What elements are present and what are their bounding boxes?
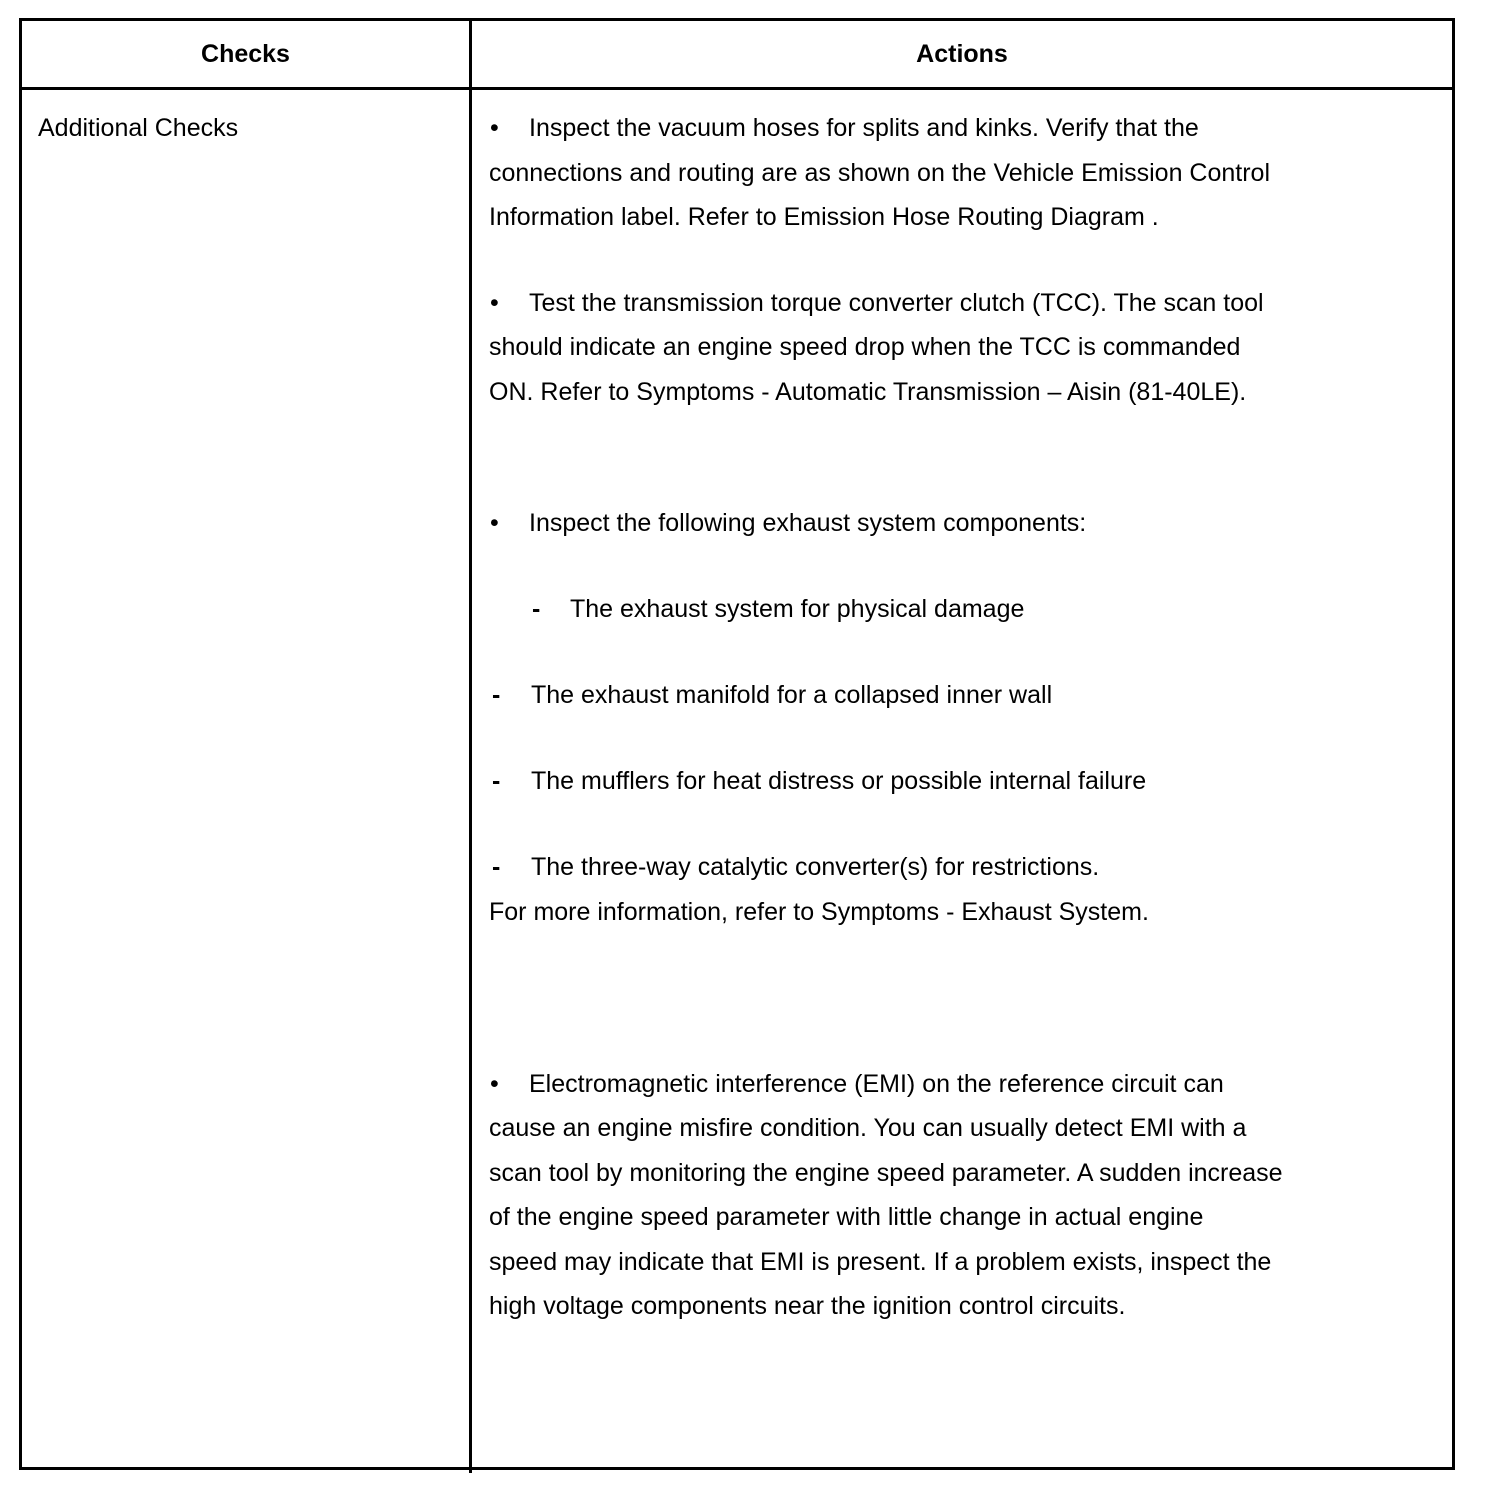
bullet-icon: • xyxy=(490,289,499,317)
action-line: high voltage components near the ignition control circuits. xyxy=(489,1292,1126,1320)
dash-icon: - xyxy=(532,595,541,623)
header-actions-label: Actions xyxy=(916,39,1008,68)
check-cell-additional-checks: Additional Checks xyxy=(38,114,239,142)
header-actions xyxy=(472,21,1452,87)
header-checks xyxy=(22,21,469,87)
action-line: scan tool by monitoring the engine speed parameter. A sudden increase xyxy=(489,1159,1283,1187)
dash-icon: - xyxy=(492,853,501,881)
exhaust-reference-note: For more information, refer to Symptoms - Exhaust System. xyxy=(489,898,1149,926)
action-line: Electromagnetic interference (EMI) on the reference circuit can xyxy=(529,1070,1224,1098)
header-divider xyxy=(22,87,1452,90)
header-checks-label: Checks xyxy=(201,39,290,68)
bullet-icon: • xyxy=(490,1070,499,1098)
bullet-icon: • xyxy=(490,509,499,537)
action-line: Inspect the following exhaust system components: xyxy=(529,509,1087,537)
action-line: ON. Refer to Symptoms - Automatic Transmission – Aisin (81-40LE). xyxy=(489,378,1247,406)
action-line: speed may indicate that EMI is present. If a problem exists, inspect the xyxy=(489,1248,1272,1276)
sub-item: The exhaust system for physical damage xyxy=(570,595,1025,623)
sub-item: The mufflers for heat distress or possible internal failure xyxy=(531,767,1147,795)
bullet-icon: • xyxy=(490,114,499,142)
sub-item: The three-way catalytic converter(s) for restrictions. xyxy=(531,853,1100,881)
action-line: of the engine speed parameter with little change in actual engine xyxy=(489,1203,1204,1231)
action-line: Information label. Refer to Emission Hose Routing Diagram . xyxy=(489,203,1159,231)
dash-icon: - xyxy=(492,681,501,709)
action-line: Test the transmission torque converter clutch (TCC). The scan tool xyxy=(529,289,1264,317)
action-line: cause an engine misfire condition. You can usually detect EMI with a xyxy=(489,1114,1247,1142)
dash-icon: - xyxy=(492,767,501,795)
action-line: connections and routing are as shown on the Vehicle Emission Control xyxy=(489,159,1271,187)
action-line: should indicate an engine speed drop when the TCC is commanded xyxy=(489,333,1241,361)
checks-actions-table xyxy=(19,18,1455,1470)
sub-item: The exhaust manifold for a collapsed inner wall xyxy=(531,681,1053,709)
column-divider xyxy=(469,18,472,1473)
action-line: Inspect the vacuum hoses for splits and kinks. Verify that the xyxy=(529,114,1199,142)
